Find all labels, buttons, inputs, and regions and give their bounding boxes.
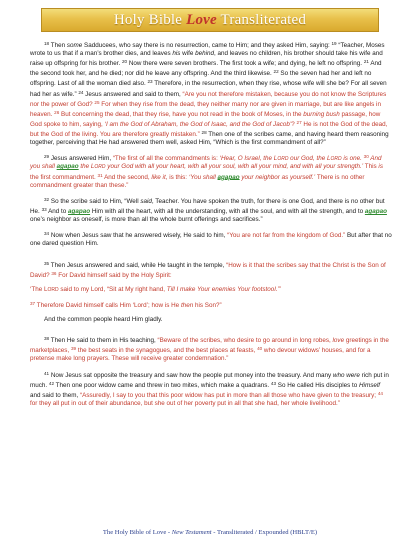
text: Now there were seven brothers. The first took a wife; and dying, he left no offspring. [127, 60, 364, 68]
red-letter-text: who devour widows’ houses, and for a pretense make long prayers. These will receive greater condemnation.” [30, 347, 371, 363]
paragraph-1 [30, 40, 392, 147]
text: So He called His disciples to [276, 381, 359, 389]
verse-number: 44 [377, 390, 383, 396]
red-letter-text: For when they rise from the dead, they neither marry nor are given in marriage, but are like angels in heaven. [30, 100, 381, 118]
red-letter-italic: love [332, 337, 345, 345]
red-letter-text: “You are not far from the kingdom of God.” [227, 232, 346, 240]
red-letter-text: is this: [167, 173, 189, 181]
title-banner [41, 8, 379, 32]
red-letter-text: “How is it that the scribes say that the Christ is the Son of David? [30, 261, 386, 279]
text: Then Jesus answered and said, while He taught in the temple, [49, 261, 227, 269]
text: But after that no one dared question Him. [30, 232, 392, 248]
verse-number: 19 [331, 41, 337, 46]
red-letter-text: his Son?” [193, 301, 222, 309]
footer-text: - Transliterated / Expounded (HBLT/E) [211, 529, 318, 536]
red-letter-text: greetings in the marketplaces, [30, 337, 389, 355]
paragraph-10 [30, 370, 392, 408]
text: , and leaves no children, his brother should take his wife and raise up offspring for his brother. [30, 50, 383, 68]
text: one’s neighbor as oneself, is more than all the whole burnt offerings and sacrifices.” [30, 216, 263, 224]
paragraph-9 [30, 335, 392, 363]
banner-title-part1: Holy Bible [113, 11, 187, 28]
small-caps: ORD [277, 156, 289, 163]
red-letter-text: Therefore David himself calls Him ‘Lord’; how is He [35, 301, 181, 309]
red-letter-italic: is [378, 163, 383, 171]
red-letter-italic: the L [78, 163, 95, 171]
red-letter-text: said to my Lord, “Sit at My right hand, [58, 285, 167, 293]
italic-text: behind [195, 50, 215, 58]
verse-number: 31 [97, 172, 103, 178]
agapao-word: agapao [217, 173, 240, 181]
red-letter-text: “Assuredly, I say to you that this poor widow has put in more than all those who have given to the treasury; [80, 391, 378, 399]
italic-text: said [140, 197, 152, 205]
verse-number: 36 [51, 270, 57, 276]
text: Then He said to them in His teaching, [49, 337, 158, 345]
small-caps: ORD [47, 286, 59, 293]
red-letter-text: And the second, [102, 173, 152, 181]
verse-number: 37 [30, 300, 36, 306]
text: Therefore, in the resurrection, when they rise, whose wife will she be? For all seven had her as wife.” [30, 80, 387, 98]
red-letter-text: ‘The L [30, 285, 48, 293]
paragraph-8 [30, 316, 392, 324]
verse-number: 38 [44, 336, 50, 342]
italic-text: some [66, 41, 83, 49]
italic-text: who were [332, 371, 360, 379]
agapao-word: agapao [68, 207, 91, 215]
red-letter-text: ? [291, 120, 297, 128]
red-letter-text: But concerning the dead, that they rise, have you not read in the book of Moses, in the [59, 110, 304, 118]
red-letter-text: “The first of all the commandments is: [112, 155, 220, 163]
red-letter-italic: Till I make Your enemies Your footstool.”’ [166, 285, 281, 293]
footer-text-italic: New Testament [171, 529, 212, 536]
verse-number: 25 [94, 99, 100, 105]
banner-title-love: Love [186, 11, 217, 28]
italic-text: Himself [359, 381, 380, 389]
text: Jesus answered and said to them, [83, 90, 183, 98]
red-letter-text: For David himself said by the Holy Spirit: [56, 271, 172, 279]
banner-title-part2: Transliterated [216, 11, 307, 28]
banner-title [114, 12, 306, 29]
text: Then one of the scribes came, and having heard them reasoning together, perceiving that He had answered them well, asked Him, “Which is the first commandment of all?” [30, 130, 389, 147]
red-letter-italic: your God with all your heart, with all your soul, with all your mind, and with all your strength.’ [105, 163, 364, 171]
text: And the second took her, and he died; nor did he leave any offspring. And the third likewise. [30, 60, 382, 78]
verse-number: 24 [78, 89, 84, 95]
verse-number: 28 [201, 129, 207, 135]
text: “Teacher, Moses wrote to us that if a man’s brother dies, and leaves [30, 41, 385, 58]
small-caps: ORD [94, 164, 106, 171]
verse-number: 18 [44, 41, 50, 46]
page-footer [0, 529, 420, 536]
red-letter-italic: like it, [151, 173, 168, 181]
red-letter-italic: And you shall [30, 155, 382, 171]
red-letter-italic: then [180, 301, 194, 309]
text: Jesus answered Him, [49, 155, 113, 163]
red-letter-italic: ‘You shall [188, 173, 218, 181]
paragraph-2 [30, 153, 392, 190]
paragraph-7 [30, 300, 392, 310]
verse-number: 33 [41, 206, 47, 212]
red-letter-text: “Are you not therefore mistaken, because you do not know the Scriptures nor the power of God? [30, 90, 387, 108]
verse-number: 29 [44, 154, 50, 160]
text: So the scribe said to Him, “Well [49, 197, 141, 205]
verse-number: 23 [147, 79, 153, 85]
text: And the common people heard Him gladly. [44, 316, 163, 324]
red-letter-italic: ‘I am the God of Abraham, the God of Isaac, and the God of Jacob’ [104, 120, 292, 128]
text: , Teacher. You have spoken the truth, for there is one God, and there is no other but He. [30, 197, 385, 215]
verse-number: 20 [121, 59, 128, 65]
red-letter-italic: burning bush [303, 110, 340, 118]
red-letter-italic: your neighbor as yourself.’ [239, 173, 316, 181]
text: Now Jesus sat opposite the treasury and saw how the people put money into the treasury. And many [49, 371, 333, 379]
text: Then one poor widow came and threw in two mites, which make a quadrans. [54, 381, 271, 389]
verse-number: 22 [273, 69, 279, 75]
paragraph-4 [30, 230, 392, 248]
red-letter-italic: our God, the L [288, 155, 331, 163]
text: rich put in much. [30, 371, 389, 389]
red-letter-text: for they all put in out of their abundance, but she out of her poverty put in all that she had, her whole livelihood.” [30, 399, 340, 407]
text: Then [49, 41, 67, 49]
red-letter-italic: is one. [341, 155, 364, 163]
scripture-text [30, 40, 392, 414]
verse-number: 35 [44, 260, 50, 266]
red-letter-text: the best seats in the synagogues, and the best places at feasts, [76, 347, 258, 355]
verse-number: 40 [257, 346, 263, 352]
text: Sadducees, who say there is no resurrection, came to Him; and they asked Him, saying: [82, 41, 332, 49]
red-letter-text: This [363, 163, 379, 171]
verse-number: 42 [48, 380, 55, 386]
verse-number: 43 [270, 380, 277, 386]
paragraph-5 [30, 260, 392, 280]
red-letter-text: passage, how God spoke to him, saying, [30, 110, 381, 128]
footer-text: The Holy Bible of Love - [102, 529, 172, 536]
italic-text: his [172, 50, 181, 58]
text: wife [180, 50, 196, 58]
verse-number: 30 [363, 154, 369, 160]
paragraph-6-psalm-quote [30, 286, 392, 294]
verse-number: 21 [363, 59, 369, 65]
red-letter-text: “Beware of the scribes, who desire to go around in long robes, [157, 337, 333, 345]
text: So the seven had her and left no offspring. Last of all the woman died also. [30, 70, 372, 88]
agapao-word: agapao [56, 163, 79, 171]
verse-number: 26 [54, 109, 60, 115]
small-caps: ORD [330, 156, 342, 163]
text: and said to them, [30, 391, 81, 399]
text: Now when Jesus saw that he answered wisely, He said to him, [49, 232, 228, 240]
red-letter-text: He is not the God of the dead, but the God of the living. You are therefore greatly mistaken.” [30, 120, 388, 138]
agapao-word: agapao [364, 207, 387, 215]
text: And to [46, 207, 69, 215]
verse-number: 39 [70, 346, 77, 352]
red-letter-text: There is no other commandment greater than these.” [30, 173, 365, 189]
text: Him with all the heart, with all the understanding, with all the soul, and with all the strength, and to [90, 207, 365, 215]
red-letter-text: the first commandment. [30, 173, 98, 181]
verse-number: 27 [296, 119, 302, 125]
verse-number: 32 [44, 196, 50, 202]
verse-number: 41 [44, 370, 50, 376]
paragraph-3 [30, 196, 392, 224]
red-letter-italic: ‘Hear, O Israel, the L [219, 155, 278, 163]
verse-number: 34 [44, 231, 50, 237]
